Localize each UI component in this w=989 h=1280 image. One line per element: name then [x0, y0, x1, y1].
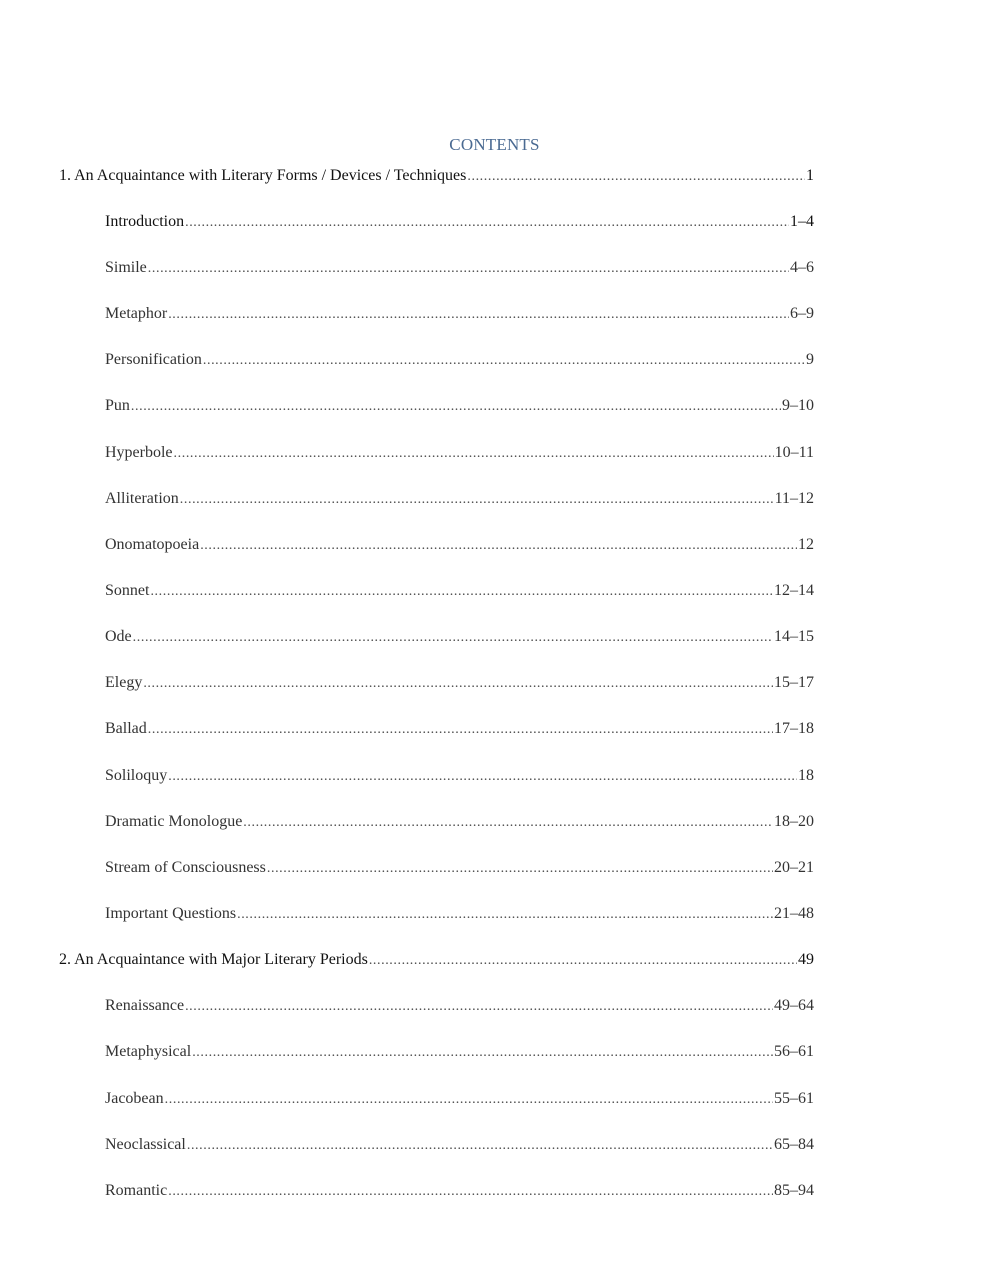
toc-entry-page: 18 [798, 767, 814, 784]
dot-leader [165, 1089, 773, 1110]
toc-entry-page: 10–11 [774, 444, 814, 461]
toc-section-entry[interactable] [105, 857, 814, 879]
toc-entry-label: Romantic [105, 1182, 168, 1199]
dot-leader [168, 1181, 773, 1202]
dot-leader [168, 766, 797, 787]
toc-entry-page: 9 [806, 351, 814, 368]
toc-entry-page: 14–15 [774, 628, 814, 645]
toc-section-entry[interactable] [105, 672, 814, 694]
toc-entry-page: 49–64 [774, 997, 814, 1014]
toc-section-entry[interactable] [105, 903, 814, 925]
toc-entry-page: 65–84 [774, 1136, 814, 1153]
dot-leader [243, 812, 773, 833]
toc-section-entry[interactable] [105, 765, 814, 787]
toc-section-entry[interactable] [105, 442, 814, 464]
toc-entry-page: 21–48 [774, 905, 814, 922]
toc-entry-page: 17–18 [774, 720, 814, 737]
toc-entry-page: 11–12 [774, 490, 814, 507]
toc-section-entry[interactable] [105, 395, 814, 417]
toc-entry-label: Important Questions [105, 905, 237, 922]
toc-entry-label: Metaphysical [105, 1043, 192, 1060]
toc-entry-label: Dramatic Monologue [105, 813, 243, 830]
dot-leader [148, 719, 773, 740]
toc-entry-label: Jacobean [105, 1090, 164, 1107]
toc-section-entry[interactable] [105, 1088, 814, 1110]
toc-section-entry[interactable] [105, 349, 814, 371]
toc-section-entry[interactable] [105, 303, 814, 325]
dot-leader [369, 950, 797, 971]
dot-leader [174, 443, 774, 464]
toc-section-entry[interactable] [105, 211, 814, 233]
toc-entry-page: 15–17 [774, 674, 814, 691]
toc-section-entry[interactable] [105, 995, 814, 1017]
toc-entry-page: 18–20 [774, 813, 814, 830]
toc-entry-label: 1. An Acquaintance with Literary Forms / Devices / Techniques [59, 167, 467, 184]
toc-entry-label: Neoclassical [105, 1136, 186, 1153]
toc-section-entry[interactable] [105, 488, 814, 510]
toc-section-entry[interactable] [105, 580, 814, 602]
dot-leader [180, 489, 774, 510]
toc-entry-page: 12 [798, 536, 814, 553]
toc-section-entry[interactable] [105, 1180, 814, 1202]
dot-leader [185, 996, 773, 1017]
toc-entry-page: 1 [806, 167, 814, 184]
toc-entry-page: 56–61 [774, 1043, 814, 1060]
dot-leader [168, 304, 789, 325]
toc-entry-label: Simile [105, 259, 147, 276]
toc-entry-page: 49 [798, 951, 814, 968]
dot-leader [267, 858, 773, 879]
toc-entry-label: Stream of Consciousness [105, 859, 266, 876]
toc-entry-label: Metaphor [105, 305, 168, 322]
toc-entry-page: 85–94 [774, 1182, 814, 1199]
toc-entry-label: Personification [105, 351, 202, 368]
dot-leader [237, 904, 773, 925]
toc-entry-label: Introduction [105, 213, 185, 230]
toc-chapter-entry[interactable] [59, 165, 814, 187]
toc-entry-label: Elegy [105, 674, 143, 691]
toc-entry-page: 1–4 [790, 213, 814, 230]
dot-leader [200, 535, 797, 556]
toc-entry-page: 4–6 [790, 259, 814, 276]
toc-entry-label: Alliteration [105, 490, 179, 507]
toc-chapter-entry[interactable] [59, 949, 814, 971]
toc-section-entry[interactable] [105, 1134, 814, 1156]
toc-entry-label: Onomatopoeia [105, 536, 200, 553]
toc-section-entry[interactable] [105, 626, 814, 648]
toc-entry-label: Sonnet [105, 582, 150, 599]
toc-entry-page: 55–61 [774, 1090, 814, 1107]
toc-section-entry[interactable] [105, 534, 814, 556]
dot-leader [203, 350, 805, 371]
toc-entry-label: 2. An Acquaintance with Major Literary Periods [59, 951, 368, 968]
toc-entry-label: Pun [105, 397, 130, 414]
dot-leader [143, 673, 773, 694]
dot-leader [150, 581, 773, 602]
dot-leader [192, 1042, 773, 1063]
toc-section-entry[interactable] [105, 1041, 814, 1063]
dot-leader [187, 1135, 773, 1156]
dot-leader [148, 258, 789, 279]
toc-entry-label: Soliloquy [105, 767, 168, 784]
toc-section-entry[interactable] [105, 718, 814, 740]
toc-title: CONTENTS [449, 135, 540, 154]
toc-entry-page: 9–10 [782, 397, 814, 414]
toc-entry-label: Renaissance [105, 997, 185, 1014]
toc-section-entry[interactable] [105, 257, 814, 279]
dot-leader [133, 627, 773, 648]
toc-entry-page: 6–9 [790, 305, 814, 322]
toc-entry-label: Ode [105, 628, 132, 645]
toc-entry-label: Ballad [105, 720, 147, 737]
dot-leader [185, 212, 789, 233]
dot-leader [467, 166, 805, 187]
toc-entry-label: Hyperbole [105, 444, 173, 461]
toc-entry-page: 20–21 [774, 859, 814, 876]
toc-section-entry[interactable] [105, 811, 814, 833]
dot-leader [131, 396, 781, 417]
toc-entry-page: 12–14 [774, 582, 814, 599]
